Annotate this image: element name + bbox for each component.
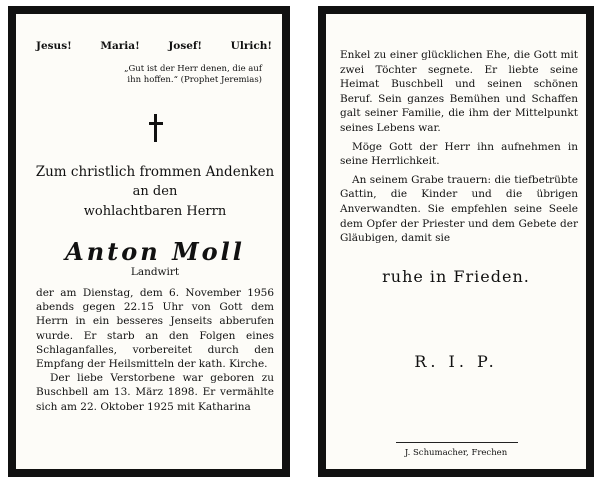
memorial-card-front xyxy=(8,6,290,477)
obituary-paragraph-1: Enkel zu einer glücklichen Ehe, die Gott mit zwei Töchter segnete. Er liebte seine Heimat Buschbell und seinen schönen Beruf. Sein ganzes Bemühen und Schaffen galt seiner Familie, die ihm der Mittelpunkt seines Lebens war. xyxy=(340,49,578,134)
rip-text: R. I. P. xyxy=(414,352,498,371)
epigraph-line-1: „Gut ist der Herr denen, die auf xyxy=(124,64,262,74)
bio-paragraph-2: Der liebe Verstorbene war geboren zu Buschbell am 13. März 1898. Er vermählte sich am 22. Oktober 1925 mit Katharina xyxy=(36,372,274,413)
divider xyxy=(396,442,518,443)
invocation-maria: Maria! xyxy=(100,40,140,52)
dedication-line-1: Zum christlich frommen Andenken xyxy=(35,164,275,180)
invocation-josef: Josef! xyxy=(168,40,203,52)
invocations xyxy=(36,40,272,52)
memorial-card-back xyxy=(318,6,594,477)
obituary-text xyxy=(340,48,578,250)
rest-in-peace: ruhe in Frieden. xyxy=(382,267,530,286)
invocation-ulrich: Ulrich! xyxy=(230,40,272,52)
invocation-jesus: Jesus! xyxy=(36,40,72,52)
cross-icon xyxy=(149,114,163,142)
obituary-paragraph-3: An seinem Grabe trauern: die tiefbetrübte Gattin, die Kinder und die übrigen Anverwandten. Sie empfehlen seine Seele dem Opfer der Priester und dem Gebete der Gläubigen, damit sie xyxy=(340,173,578,245)
dedication-line-3: wohlachtbaren Herrn xyxy=(83,204,227,219)
biography xyxy=(36,286,274,414)
dedication-line-2: an den xyxy=(132,184,178,199)
dedication xyxy=(26,162,284,222)
deceased-name: Anton Moll xyxy=(65,237,245,266)
printer-credit: J. Schumacher, Frechen xyxy=(404,448,508,458)
bio-paragraph-1: der am Dienstag, dem 6. November 1956 abends gegen 22.15 Uhr von Gott dem Herrn in ein besseres Jenseits abberufen wurde. Er starb an den Folgen eines Schlaganfalles, vorbereitet durch den Empfang der Heilsmitteln der kath. Kirche. xyxy=(36,287,274,371)
occupation: Landwirt xyxy=(130,266,180,278)
epigraph-quote xyxy=(52,64,262,86)
obituary-paragraph-2: Möge Gott der Herr ihn aufnehmen in seine Herrlichkeit. xyxy=(340,140,578,168)
epigraph-line-2: ihn hoffen.“ (Prophet Jeremias) xyxy=(127,75,262,85)
